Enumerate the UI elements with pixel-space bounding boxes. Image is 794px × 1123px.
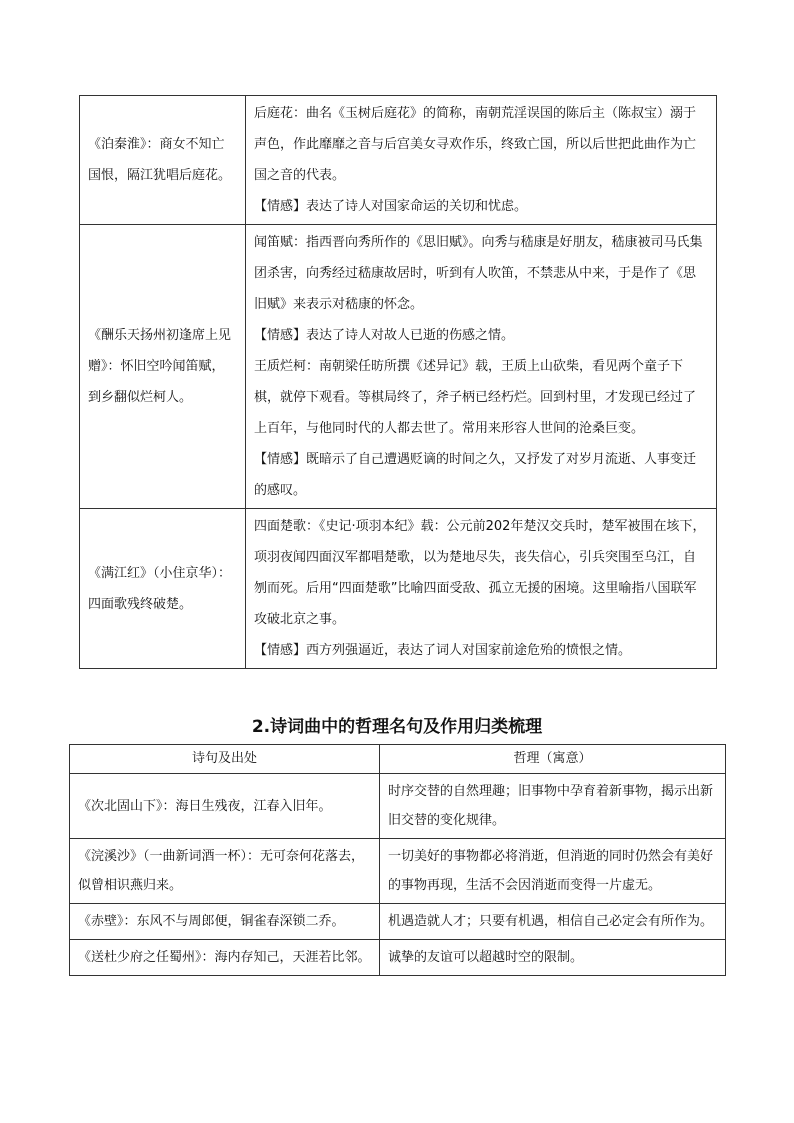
explanation-paragraph: 四面楚歌：《史记·项羽本纪》载：公元前202年楚汉交兵时，楚军被围在垓下，项羽夜闻四面汉军都唱楚歌，以为楚地尽失，丧失信心，引兵突围至乌江，自刎而死。后用“四面楚歌”比喻四面受敌、孤立无援的困境。这里喻指八国联军攻破北京之事。 [254,519,706,627]
explanation-cell [246,225,717,509]
explanation-paragraph: 后庭花：曲名《玉树后庭花》的简称，南朝荒淫误国的陈后主（陈叔宝）溺于声色，作此靡靡之音与后宫美女寻欢作乐，终致亡国，所以后世把此曲作为亡国之音的代表。 [254,106,697,183]
poem-cell: 《次北固山下》：海日生残夜，江春入旧年。 [70,774,380,839]
allusion-table [79,95,717,669]
meaning-cell: 时序交替的自然理趣；旧事物中孕育着新事物，揭示出新旧交替的变化规律。 [380,774,726,839]
explanation-cell [246,509,717,669]
emotion-paragraph: 【情感】西方列强逼近，表达了词人对国家前途危殆的愤恨之情。 [254,643,632,658]
emotion-paragraph: 【情感】表达了诗人对故人已逝的伤感之情。 [254,328,515,343]
poem-cell: 《满江红》（小住京华）：四面歌残终破楚。 [80,509,246,669]
meaning-cell: 诚挚的友谊可以超越时空的限制。 [380,940,726,976]
table-row [70,839,726,904]
table-row [80,96,717,225]
table-header-row [70,745,726,774]
explanation-paragraph: 闻笛赋：指西晋向秀所作的《思旧赋》。向秀与嵇康是好朋友，嵇康被司马氏集团杀害，向秀经过嵇康故居时，听到有人吹笛，不禁悲从中来，于是作了《思旧赋》来表示对嵇康的怀念。 [254,235,703,312]
poem-cell: 《泊秦淮》：商女不知亡国恨，隔江犹唱后庭花。 [80,96,246,225]
meaning-cell: 机遇造就人才；只要有机遇，相信自己必定会有所作为。 [380,904,726,940]
explanation-paragraph: 王质烂柯：南朝梁任昉所撰《述异记》载，王质上山砍柴，看见两个童子下棋，就停下观看。等棋局终了，斧子柄已经朽烂。回到村里，才发现已经过了上百年，与他同时代的人都去世了。常用来形容人世间的沧桑巨变。 [254,359,697,436]
table-row [80,509,717,669]
explanation-cell [246,96,717,225]
philosophy-table [69,744,726,976]
emotion-paragraph: 【情感】既暗示了自己遭遇贬谪的时间之久，又抒发了对岁月流逝、人事变迁的感叹。 [254,452,697,498]
poem-cell: 《赤壁》：东风不与周郎便，铜雀春深锁二乔。 [70,904,380,940]
meaning-cell: 一切美好的事物都必将消逝，但消逝的同时仍然会有美好的事物再现，生活不会因消逝而变得一片虚无。 [380,839,726,904]
table-row [70,904,726,940]
emotion-paragraph: 【情感】表达了诗人对国家命运的关切和忧虑。 [254,199,528,214]
column-header-poem: 诗句及出处 [70,745,380,774]
poem-cell: 《送杜少府之任蜀州》：海内存知己，天涯若比邻。 [70,940,380,976]
table-row [70,774,726,839]
poem-cell: 《浣溪沙》（一曲新词酒一杯）：无可奈何花落去，似曾相识燕归来。 [70,839,380,904]
column-header-meaning: 哲理（寓意） [380,745,726,774]
table-row [70,940,726,976]
table-row [80,225,717,509]
poem-cell: 《酬乐天扬州初逢席上见赠》：怀旧空吟闻笛赋，到乡翻似烂柯人。 [80,225,246,509]
section-title: 2.诗词曲中的哲理名句及作用归类梳理 [251,717,543,737]
